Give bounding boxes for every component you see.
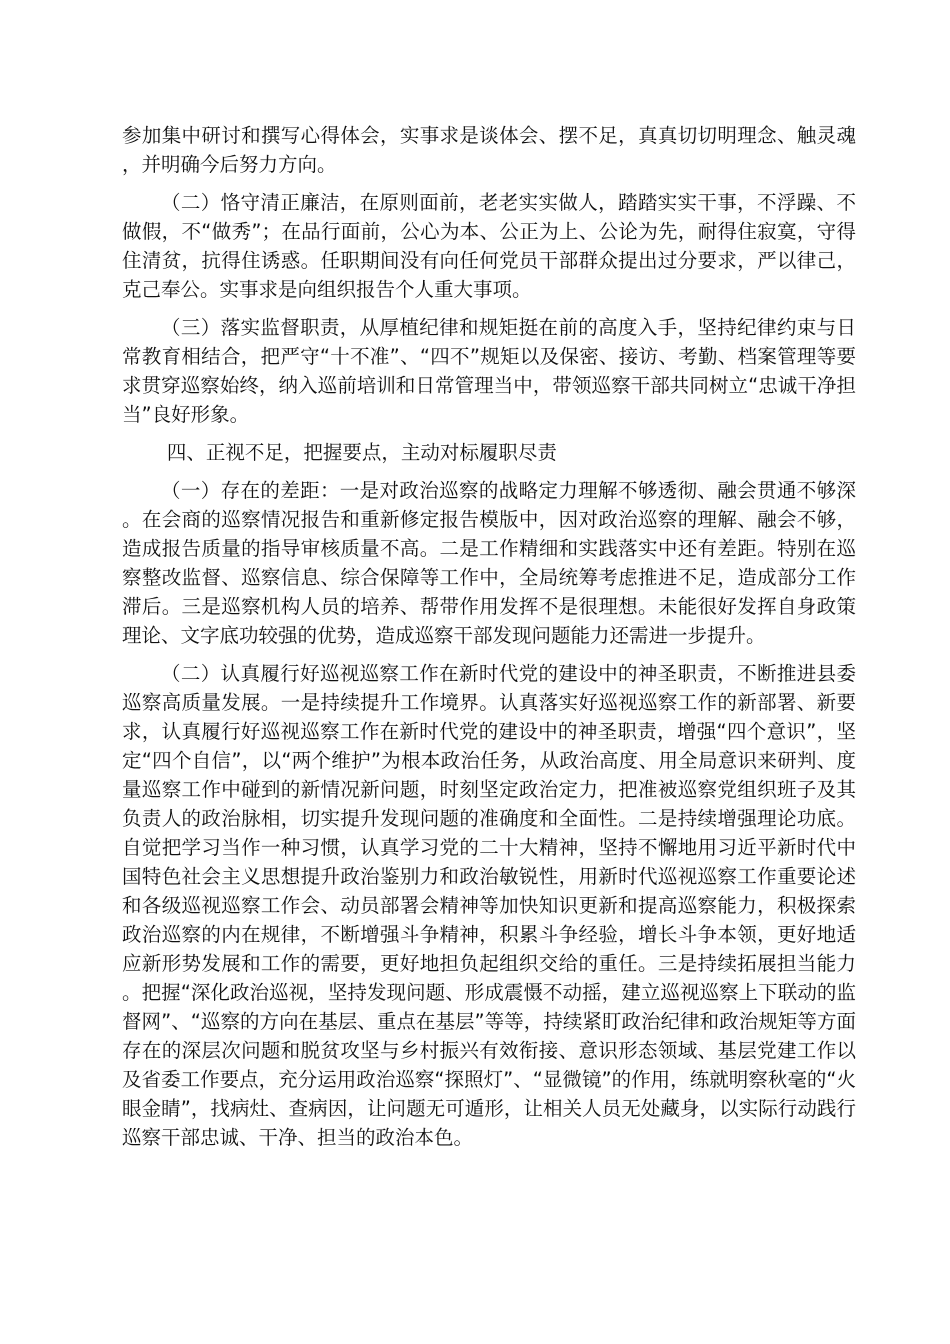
paragraph-gaps: （一）存在的差距：一是对政治巡察的战略定力理解不够透彻、融会贯通不够深。在会商的巡察情况报告和重新修定报告模版中，因对政治巡察的理解、融会不够，造成报告质量的指导审核质量不高。二是工作精细和实践落实中还有差距。特别在巡察整改监督、巡察信息、综合保障等工作中，全局统筹考虑推进不足，造成部分工作滞后。三是巡察机构人员的培养、帮带作用发挥不是很理想。未能很好发挥自身政策理论、文字底功较强的优势，造成巡察干部发现问题能力还需进一步提升。 <box>122 479 856 647</box>
paragraph-supervision: （三）落实监督职责，从厚植纪律和规矩挺在前的高度入手，坚持纪律约束与日常教育相结合，把严守“十不准”、“四不”规矩以及保密、接访、考勤、档案管理等要求贯穿巡察始终，纳入巡前培训和日常管理当中，带领巡察干部共同树立“忠诚干净担当”良好形象。 <box>122 316 856 426</box>
section-heading-four: 四、正视不足，把握要点，主动对标履职尽责 <box>166 441 557 464</box>
document-body <box>122 121 856 1161</box>
paragraph-integrity: （二）恪守清正廉洁，在原则面前，老老实实做人，踏踏实实干事，不浮躁、不做假，不“做秀”；在品行面前，公心为本、公正为上、公论为先，耐得住寂寞，守得住清贫，抗得住诱惑。任职期间没有向任何党员干部群众提出过分要求，严以律己，克己奉公。实事求是向组织报告个人重大事项。 <box>122 191 856 301</box>
paragraph-continuation: 参加集中研讨和撰写心得体会，实事求是谈体会、摆不足，真真切切明理念、触灵魂，并明确今后努力方向。 <box>122 124 856 176</box>
paragraph-duties: （二）认真履行好巡视巡察工作在新时代党的建设中的神圣职责，不断推进县委巡察高质量发展。一是持续提升工作境界。认真落实好巡视巡察工作的新部署、新要求，认真履行好巡视巡察工作在新时代党的建设中的神圣职责，增强“四个意识”，坚定“四个自信”，以“两个维护”为根本政治任务，从政治高度、用全局意识来研判、度量巡察工作中碰到的新情况新问题，时刻坚定政治定力，把准被巡察党组织班子及其负责人的政治脉相，切实提升发现问题的准确度和全面性。二是持续增强理论功底。自觉把学习当作一种习惯，认真学习党的二十大精神，坚持不懈地用习近平新时代中国特色社会主义思想提升政治鉴别力和政治敏锐性，用新时代巡视巡察工作重要论述和各级巡视巡察工作会、动员部署会精神等加快知识更新和提高巡察能力，积极探索政治巡察的内在规律，不断增强斗争精神，积累斗争经验，增长斗争本领，更好地适应新形势发展和工作的需要，更好地担负起组织交给的重任。三是持续拓展担当能力。把握“深化政治巡视，坚持发现问题、形成震慑不动摇，建立巡视巡察上下联动的监督网”、“巡察的方向在基层、重点在基层”等等，持续紧盯政治纪律和政治规矩等方面存在的深层次问题和脱贫攻坚与乡村振兴有效衔接、意识形态领域、基层党建工作以及省委工作要点，充分运用政治巡察“探照灯”、“显微镜”的作用，练就明察秋毫的“火眼金睛”，找病灶、查病因，让问题无可遁形，让相关人员无处藏身，以实际行动践行巡察干部忠诚、干净、担当的政治本色。 <box>122 662 856 1149</box>
